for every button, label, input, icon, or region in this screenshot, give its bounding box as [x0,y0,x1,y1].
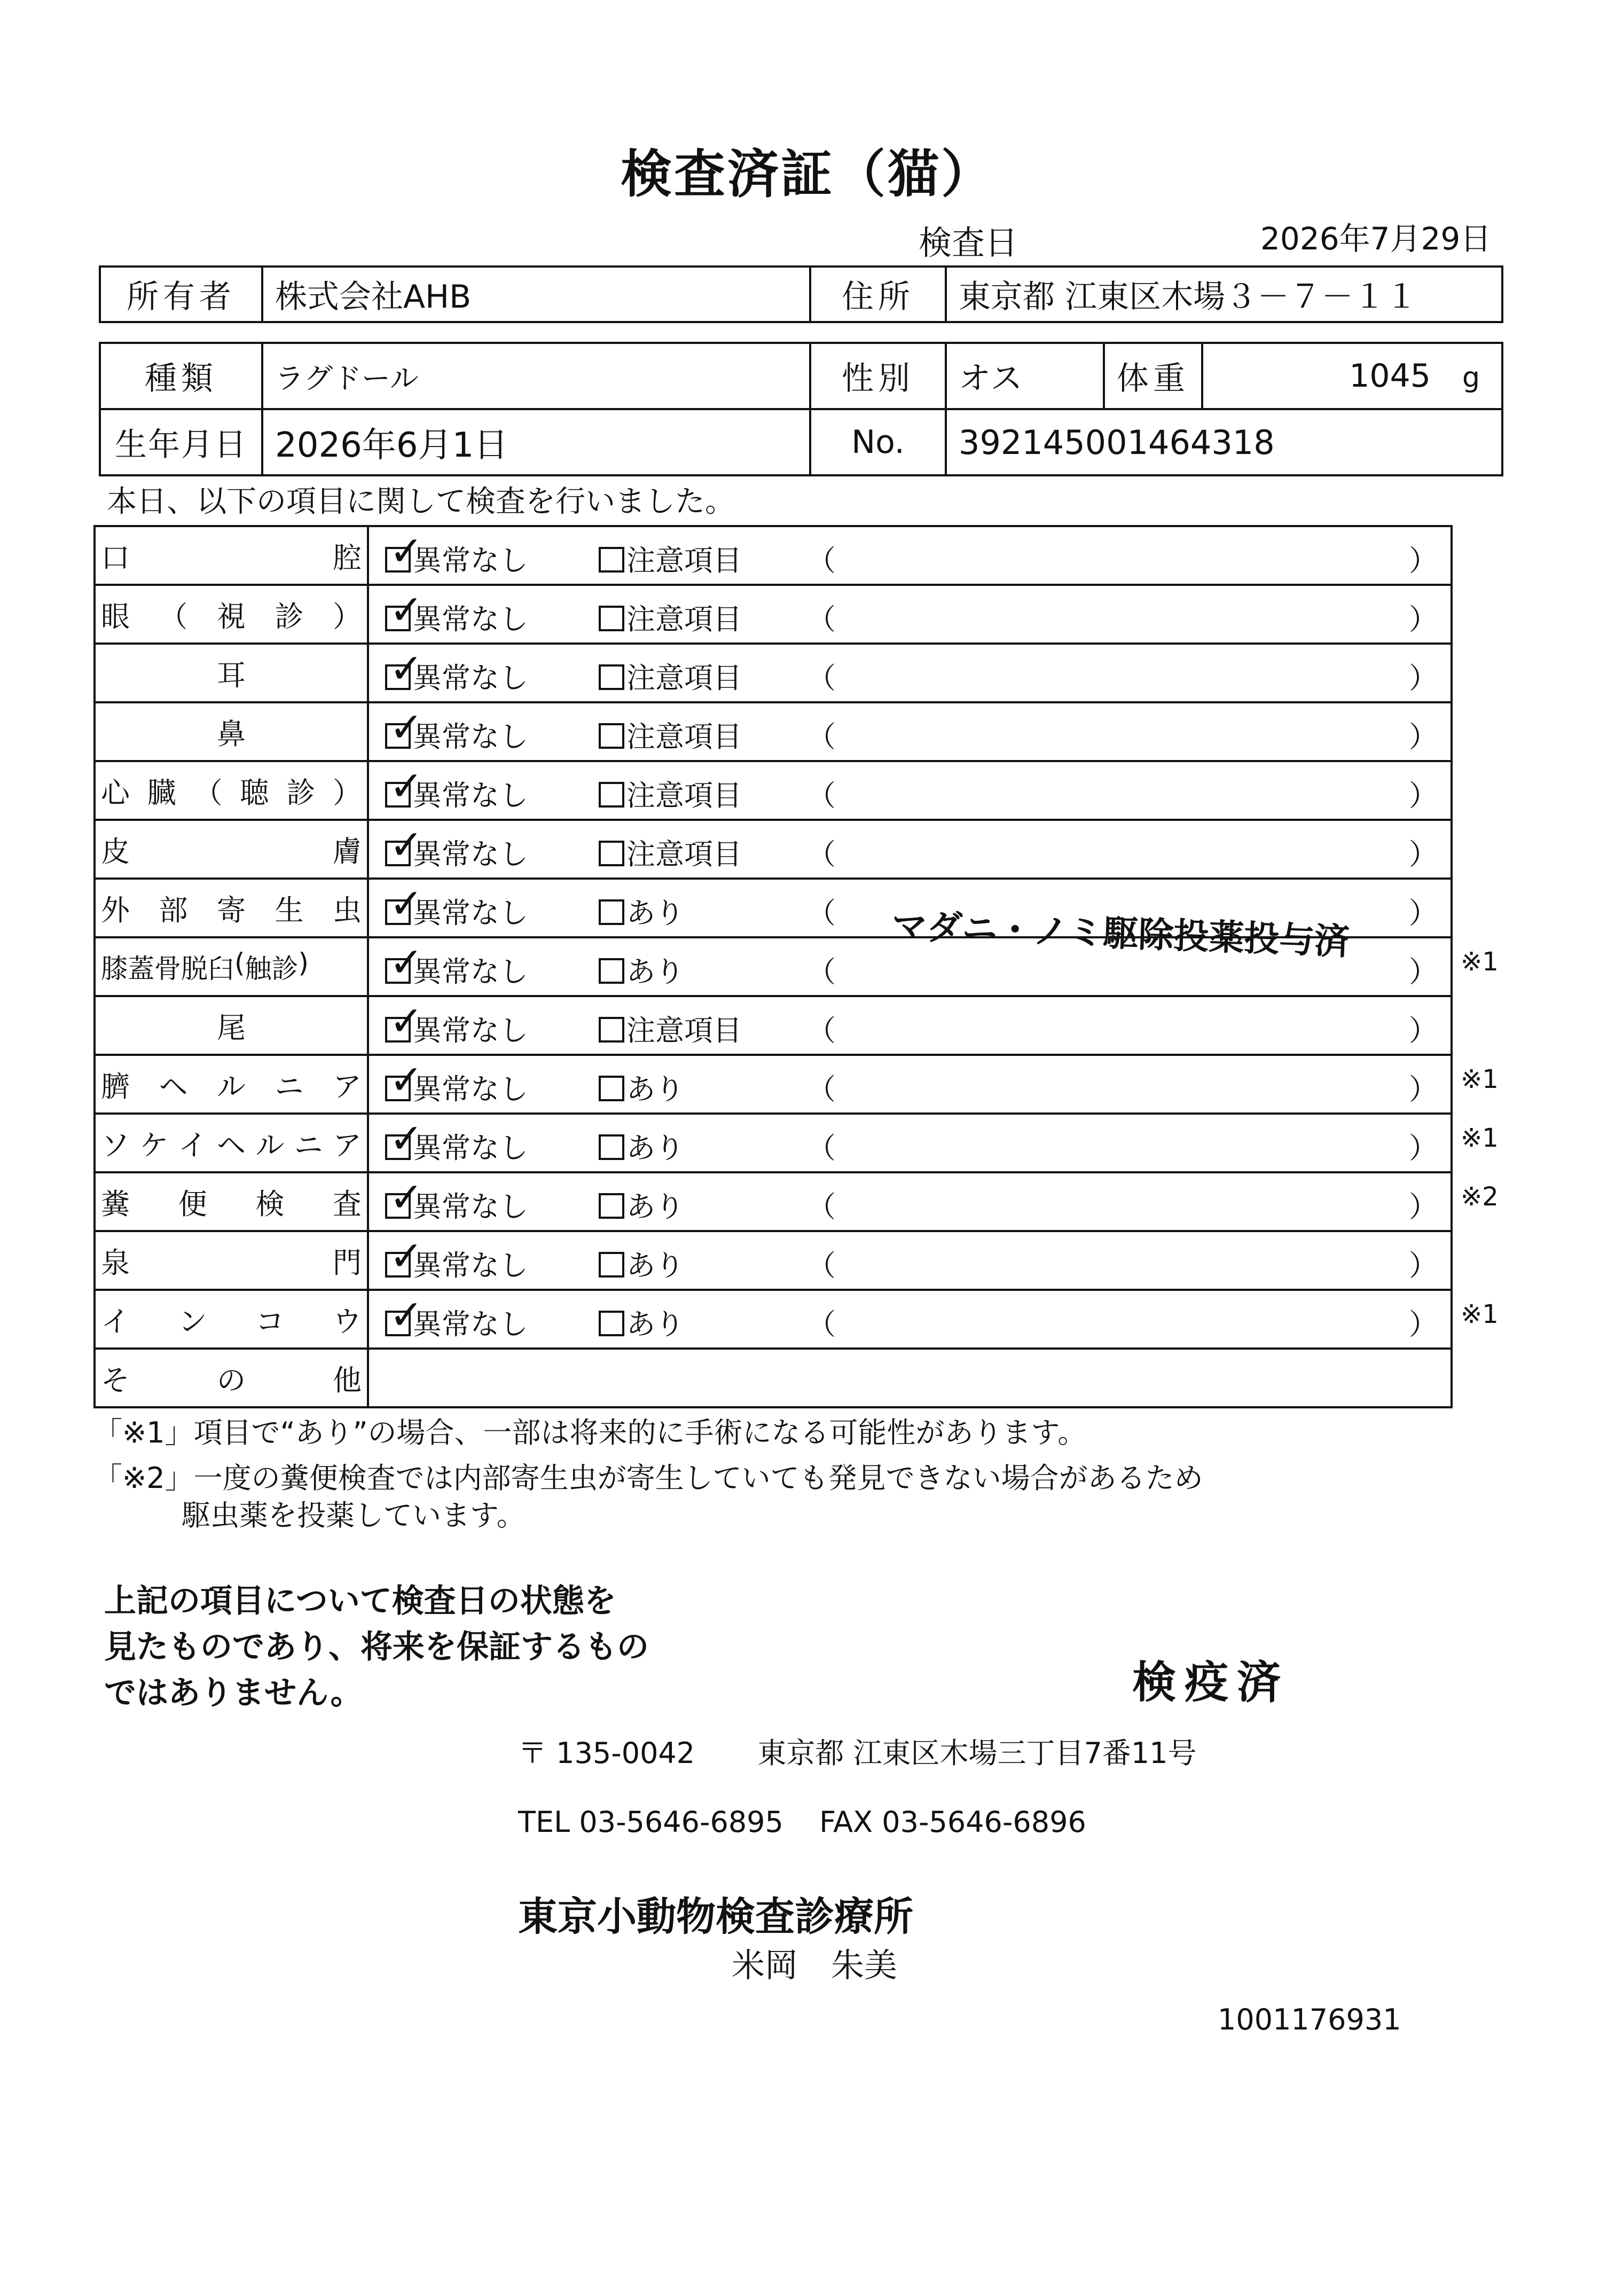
paren-open: （ [807,955,836,989]
fax-number: FAX 03-5646-6896 [819,1805,1086,1839]
ok-option [385,821,528,873]
ok-label: 異常なし [413,1014,528,1047]
ok-checkbox[interactable] [385,586,424,633]
alt-checkbox[interactable] [599,1193,624,1219]
exam-result-cell [368,1172,1452,1231]
exam-row [95,996,1452,1055]
paren-open: （ [807,779,836,812]
exam-result-cell [368,1055,1452,1114]
ok-checkbox[interactable] [385,880,424,927]
ok-label: 異常なし [413,1307,528,1341]
exam-item-name [95,644,368,702]
alt-option [599,597,742,638]
paren-open: （ [807,661,836,695]
paren-close: ） [1409,779,1438,812]
exam-result-cell [368,820,1452,879]
ok-checkbox[interactable] [385,762,424,810]
exam-table [93,525,1453,1408]
postal-code: 〒 135-0042 [518,1736,695,1770]
paren-open: （ [807,1131,836,1165]
address-label: 住所 [810,267,946,322]
alt-checkbox[interactable] [599,664,624,690]
address-value: 東京都 江東区木場３－７－１１ [946,267,1502,322]
exam-item-name [95,1290,368,1349]
ok-option [385,586,528,638]
alt-option [599,538,742,579]
alt-label: あり [626,1072,684,1106]
ok-option [385,880,528,931]
alt-label: 注意項目 [626,1014,742,1047]
vet-name: 米岡 朱美 [732,1946,898,1985]
page-title: 検査済証（猫） [621,144,994,204]
ok-label: 異常なし [413,955,528,989]
paren-open: （ [807,1014,836,1047]
other-label-cell [95,1349,368,1407]
ok-checkbox[interactable] [385,645,424,692]
check-mark-icon: ✓ [389,1291,424,1338]
ok-label: 異常なし [413,1249,528,1282]
exam-row [95,820,1452,879]
tel-number: TEL 03-5646-6895 [518,1805,783,1839]
paren-close: ） [1409,955,1438,989]
ok-option [385,997,528,1049]
alt-checkbox[interactable] [599,606,624,631]
paren-open: （ [807,1072,836,1106]
check-mark-icon: ✓ [389,703,424,751]
exam-item-label: 口 腔 [101,540,362,575]
serial-number: 1001176931 [1218,2003,1401,2036]
ok-option [385,762,528,814]
alt-label: あり [626,1190,684,1224]
exam-item-name [95,1055,368,1114]
other-label: そ の 他 [101,1363,362,1397]
paren-close: ） [1409,1014,1438,1047]
ok-option [385,938,528,990]
check-mark-icon: ✓ [389,645,424,692]
alt-option [599,655,742,696]
alt-option [599,714,742,755]
paren-close: ） [1409,1249,1438,1282]
ok-checkbox[interactable] [385,703,424,751]
quarantine-stamp: 検疫済 [1132,1657,1290,1708]
ok-checkbox[interactable] [385,1291,424,1338]
owner-table [99,265,1503,323]
footnote-1: 「※1」項目で“あり”の場合、一部は将来的に手術になる可能性があります。 [93,1416,1087,1449]
alt-label: あり [626,1307,684,1341]
exam-item-label: 鼻 [217,717,246,751]
ok-option [385,1232,528,1284]
paren-open: （ [807,1307,836,1341]
exam-item-label: 皮 膚 [101,834,362,868]
exam-item-label: 泉 門 [101,1245,362,1280]
alt-option [599,949,684,990]
exam-row [95,1114,1452,1172]
alt-checkbox[interactable] [599,723,624,749]
exam-result-cell [368,526,1452,585]
sex-label: 性別 [810,343,946,409]
handwritten-note: マダニ・ノミ駆除投薬投与済 [891,905,1351,962]
exam-item-name [95,996,368,1055]
ok-label: 異常なし [413,720,528,754]
ok-label: 異常なし [413,602,528,636]
ok-label: 異常なし [413,1190,528,1224]
check-mark-icon: ✓ [389,1056,424,1103]
clinic-address: 東京都 江東区木場三丁目7番11号 [757,1736,1197,1770]
disclaimer-line-1: 上記の項目について検査日の状態を [104,1582,616,1620]
paren-close: ） [1409,837,1438,871]
exam-item-name [95,702,368,761]
exam-item-label: ソ ケ イ ヘ ル ニ ア [101,1128,362,1162]
paren-open: （ [807,602,836,636]
exam-row [95,526,1452,585]
alt-checkbox[interactable] [599,899,624,925]
alt-label: 注意項目 [626,720,742,754]
ok-label: 異常なし [413,1131,528,1165]
alt-option [599,890,684,931]
exam-result-cell [368,585,1452,644]
footnote-mark: ※1 [1461,1123,1499,1153]
no-label: No. [810,409,946,475]
alt-option [599,1184,684,1225]
alt-option [599,832,742,873]
breed-value: ラグドール [262,343,810,409]
alt-label: 注意項目 [626,837,742,871]
ok-checkbox[interactable] [385,1056,424,1103]
ok-checkbox[interactable] [385,1173,424,1221]
clinic-address-line [518,1730,1197,1772]
exam-row [95,644,1452,702]
alt-option [599,773,742,814]
alt-label: 注意項目 [626,779,742,812]
exam-result-cell [368,1290,1452,1349]
check-mark-icon: ✓ [389,997,424,1045]
alt-label: あり [626,955,684,989]
no-value: 392145001464318 [946,409,1502,475]
ok-label: 異常なし [413,1072,528,1106]
alt-checkbox[interactable] [599,958,624,984]
alt-option [599,1008,742,1049]
owner-value: 株式会社AHB [262,267,810,322]
check-mark-icon: ✓ [389,1173,424,1221]
check-mark-icon: ✓ [389,762,424,810]
ok-label: 異常なし [413,544,528,577]
paren-close: ） [1409,1190,1438,1224]
owner-label: 所有者 [100,267,262,322]
paren-open: （ [807,1190,836,1224]
exam-result-cell [368,1231,1452,1290]
exam-item-name [95,820,368,879]
alt-checkbox[interactable] [599,1311,624,1336]
footnote-mark: ※1 [1461,1064,1499,1094]
breed-label: 種類 [100,343,262,409]
weight-cell [1202,343,1502,409]
exam-item-label: イ ン コ ウ [101,1304,362,1338]
paren-close: ） [1409,544,1438,577]
exam-row [95,1231,1452,1290]
alt-checkbox[interactable] [599,782,624,808]
exam-row [95,1290,1452,1349]
exam-item-name [95,937,368,996]
check-mark-icon: ✓ [389,880,424,927]
exam-result-cell [368,1114,1452,1172]
exam-result-cell [368,761,1452,820]
disclaimer [104,1578,649,1716]
paren-open: （ [807,896,836,930]
check-mark-icon: ✓ [389,1115,424,1162]
exam-row-other [95,1349,1452,1407]
exam-item-name [95,526,368,585]
footnote-2a: 「※2」一度の糞便検査では内部寄生虫が寄生していても発見できない場合があるため [93,1461,1203,1495]
ok-option [385,1056,528,1108]
alt-checkbox[interactable] [599,1076,624,1101]
exam-row [95,1055,1452,1114]
exam-item-name [95,761,368,820]
exam-item-label: 臍 ヘ ル ニ ア [101,1069,362,1103]
exam-item-label: 外 部 寄 生 虫 [101,893,362,927]
footnote-mark: ※1 [1461,947,1499,977]
alt-label: 注意項目 [626,544,742,577]
ok-label: 異常なし [413,837,528,871]
ok-option [385,1115,528,1166]
alt-checkbox[interactable] [599,1134,624,1160]
exam-item-name [95,879,368,937]
exam-row [95,702,1452,761]
disclaimer-line-3: ではありません。 [104,1674,363,1712]
exam-result-cell [368,644,1452,702]
alt-option [599,1067,684,1108]
sex-value: オス [946,343,1104,409]
footnote-2b: 駆虫薬を投薬しています。 [182,1499,526,1532]
paren-close: ） [1409,1131,1438,1165]
ok-option [385,703,528,755]
footnote-mark: ※1 [1461,1299,1499,1329]
ok-checkbox[interactable] [385,938,424,986]
ok-label: 異常なし [413,779,528,812]
exam-result-cell [368,996,1452,1055]
animal-table [99,342,1503,476]
ok-option [385,1173,528,1225]
paren-close: ） [1409,1307,1438,1341]
paren-open: （ [807,837,836,871]
check-mark-icon: ✓ [389,938,424,986]
alt-checkbox[interactable] [599,547,624,573]
paren-close: ） [1409,602,1438,636]
exam-row [95,761,1452,820]
paren-open: （ [807,720,836,754]
intro-text: 本日、以下の項目に関して検査を行いました。 [107,484,735,519]
paren-close: ） [1409,1072,1438,1106]
exam-item-label: 尾 [217,1010,246,1045]
contact-line [518,1805,1086,1839]
paren-close: ） [1409,896,1438,930]
footnote-mark: ※2 [1461,1182,1499,1212]
exam-item-label: 糞 便 検 査 [101,1187,362,1221]
alt-label: あり [626,1131,684,1165]
check-mark-icon: ✓ [389,821,424,868]
ok-checkbox[interactable] [385,821,424,868]
exam-item-label: 耳 [217,658,246,692]
exam-row [95,1172,1452,1231]
alt-checkbox[interactable] [599,1252,624,1278]
other-value [368,1349,1452,1407]
ok-checkbox[interactable] [385,1232,424,1280]
alt-option [599,1243,684,1284]
exam-date-label: 検査日 [919,223,1018,262]
exam-item-label: 膝 蓋 骨 脱 臼 ( 触 診 ) [101,947,309,984]
ok-option [385,645,528,696]
clinic-name: 東京小動物検査診療所 [518,1894,913,1940]
exam-item-label: 眼 （ 視 診 ） [101,599,362,633]
exam-date: 2026年7月29日 [1260,221,1492,257]
ok-checkbox[interactable] [385,1115,424,1162]
birth-value: 2026年6月1日 [262,409,810,475]
alt-label: あり [626,896,684,930]
paren-open: （ [807,1249,836,1282]
check-mark-icon: ✓ [389,527,424,575]
exam-item-name [95,1172,368,1231]
ok-option [385,1291,528,1343]
exam-row [95,585,1452,644]
alt-label: 注意項目 [626,602,742,636]
ok-checkbox[interactable] [385,527,424,575]
weight-unit: g [1462,362,1480,394]
paren-open: （ [807,544,836,577]
paren-close: ） [1409,661,1438,695]
exam-item-name [95,1231,368,1290]
ok-label: 異常なし [413,661,528,695]
exam-result-cell [368,702,1452,761]
alt-option [599,1302,684,1343]
alt-label: あり [626,1249,684,1282]
ok-label: 異常なし [413,896,528,930]
alt-option [599,1125,684,1166]
alt-label: 注意項目 [626,661,742,695]
birth-label: 生年月日 [100,409,262,475]
check-mark-icon: ✓ [389,1232,424,1280]
ok-option [385,527,528,579]
disclaimer-line-2: 見たものであり、将来を保証するもの [104,1628,649,1666]
exam-item-label: 心 臓 （ 聴 診 ） [101,775,362,810]
alt-checkbox[interactable] [599,841,624,866]
exam-item-name [95,1114,368,1172]
exam-item-name [95,585,368,644]
alt-checkbox[interactable] [599,1017,624,1043]
weight-value: 1045 [1349,357,1431,395]
ok-checkbox[interactable] [385,997,424,1045]
check-mark-icon: ✓ [389,586,424,633]
weight-label: 体重 [1104,343,1202,409]
paren-close: ） [1409,720,1438,754]
